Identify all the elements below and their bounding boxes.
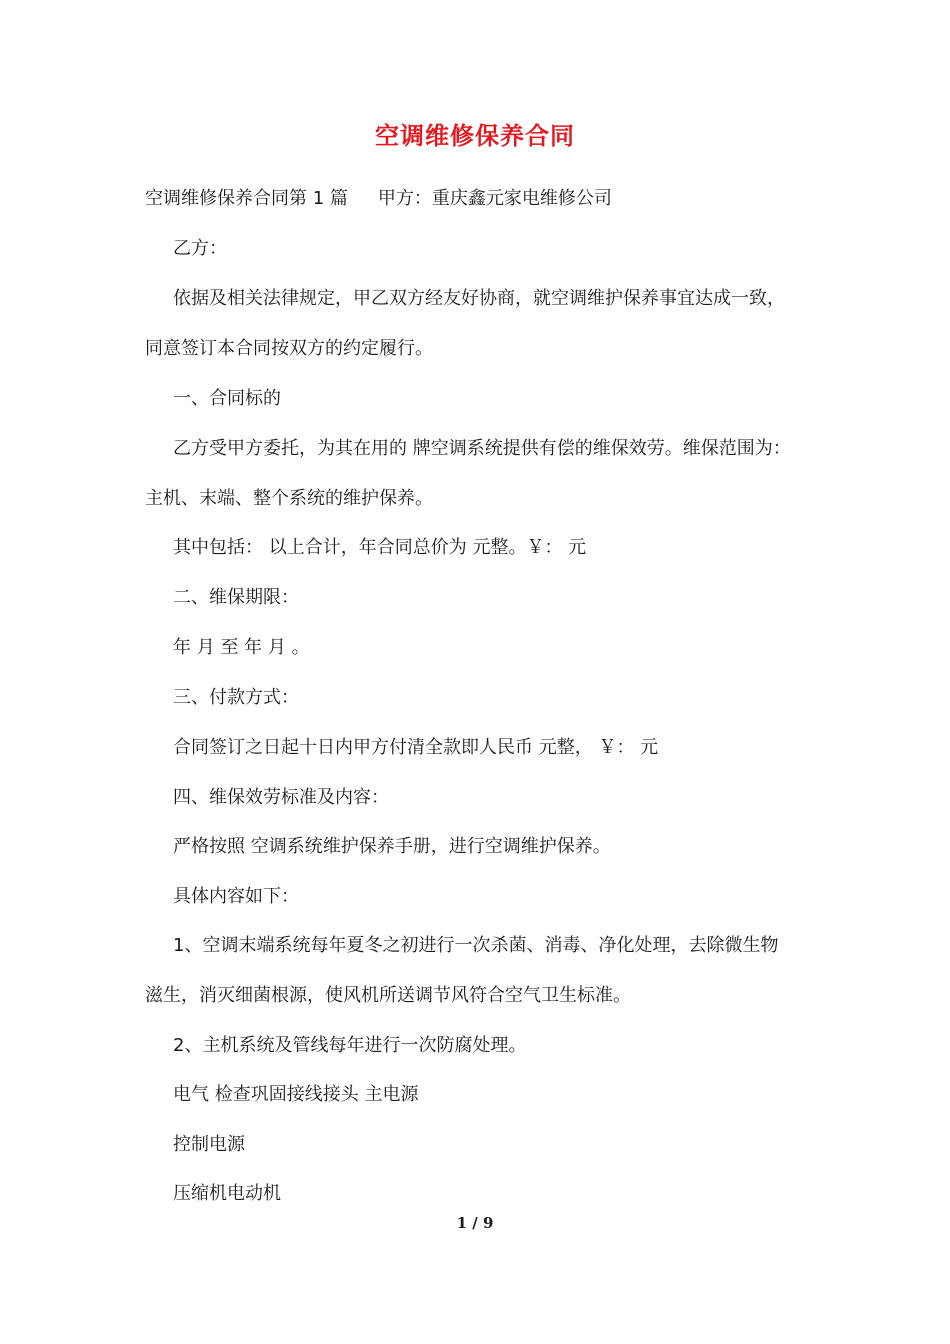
intro-label: 空调维修保养合同第 1 篇 [145,188,348,209]
section-1-heading: 一、合同标的 [173,388,281,409]
section-4-item-1-line-2: 滋生，消灭细菌根源，使风机所送调节风符合空气卫生标准。 [145,985,631,1006]
section-4-line-2: 具体内容如下： [173,886,299,907]
section-3-heading: 三、付款方式： [173,687,299,708]
paragraph-1-line-2: 同意签订本合同按双方的约定履行。 [145,338,433,359]
section-4-item-1-line-1: 1、空调末端系统每年夏冬之初进行一次杀菌、消毒、净化处理，去除微生物 [173,935,779,956]
section-1-line-3: 其中包括： 以上合计，年合同总价为 元整。￥： 元 [173,537,587,558]
table-row-3: 压缩机电动机 [173,1183,281,1204]
intro-line [145,186,612,212]
paragraph-1-line-1: 依据及相关法律规定，甲乙双方经友好协商，就空调维护保养事宜达成一致， [173,288,785,309]
section-1-line-1: 乙方受甲方委托，为其在用的 牌空调系统提供有偿的维保效劳。维保范围为： [173,438,791,459]
party-b: 乙方： [173,238,227,259]
table-row-2: 控制电源 [173,1134,245,1155]
section-2-heading: 二、维保期限： [173,587,299,608]
document-title: 空调维修保养合同 [375,122,575,150]
table-row-1: 电气 检查巩固接线接头 主电源 [173,1084,419,1105]
section-4-item-2: 2、主机系统及管线每年进行一次防腐处理。 [173,1035,527,1056]
section-4-line-1: 严格按照 空调系统维护保养手册，进行空调维护保养。 [173,836,611,857]
section-2-line-1: 年 月 至 年 月 。 [173,637,310,658]
section-4-heading: 四、维保效劳标准及内容： [173,787,389,808]
section-3-line-1: 合同签订之日起十日内甲方付清全款即人民币 元整， ￥： 元 [173,737,659,758]
party-a: 甲方：重庆鑫元家电维修公司 [377,188,612,209]
section-1-line-2: 主机、末端、整个系统的维护保养。 [145,488,433,509]
page-number: 1 / 9 [456,1214,494,1232]
